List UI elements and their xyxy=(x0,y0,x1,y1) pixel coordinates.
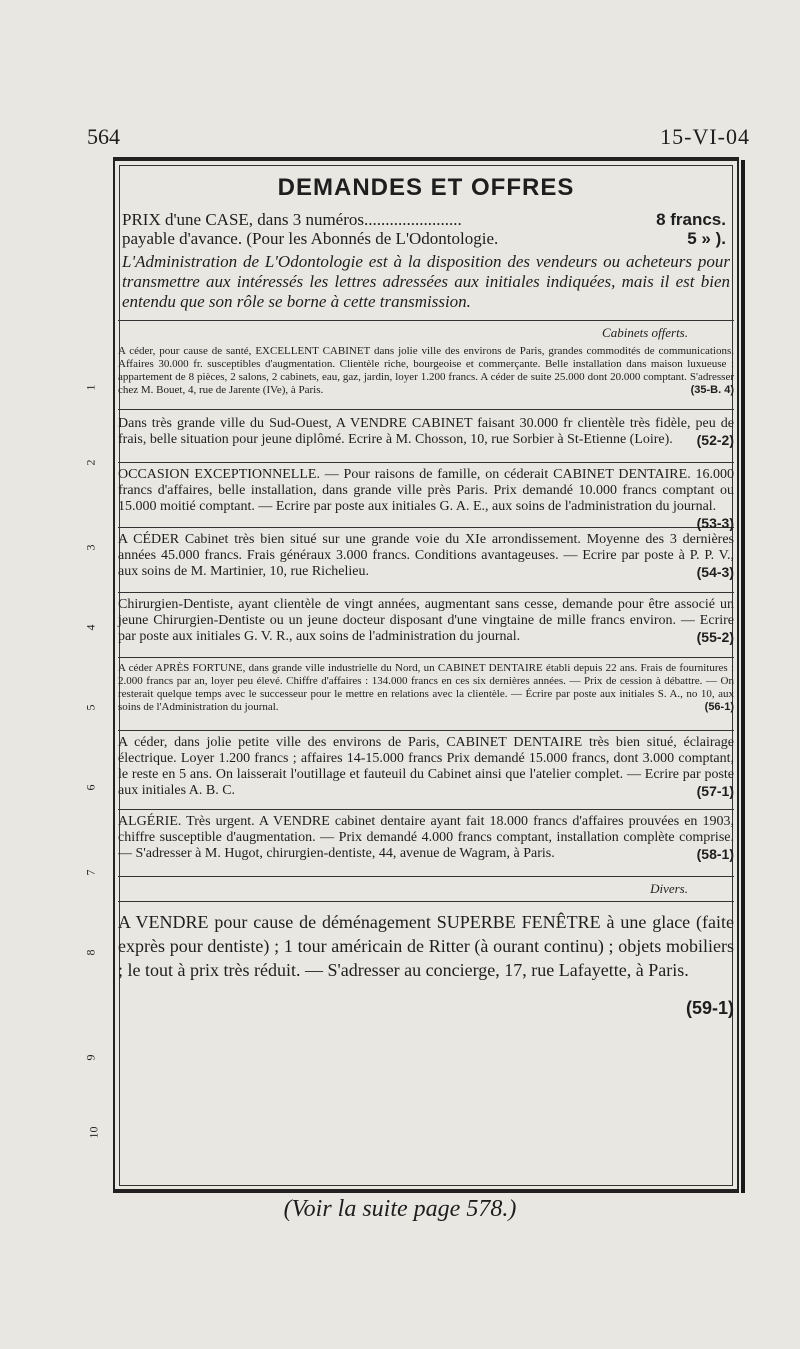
ad-59 xyxy=(118,910,734,1020)
margin-number: 7 xyxy=(83,869,98,876)
ad-54 xyxy=(118,532,734,580)
divider xyxy=(118,527,734,528)
divider xyxy=(118,409,734,410)
ad-text: ALGÉRIE. Très urgent. A VENDRE cabinet dentaire ayant fait 18.000 francs d'affaires prouvées en 1903, chiffre susceptible d'augmentation. — Prix demandé 4.000 francs comptant, installation complète comprise. — S'adresser à M. Hugot, chirurgien-dentiste, 44, avenue de Wagram, à Paris. xyxy=(118,814,734,861)
price-line-1 xyxy=(118,210,734,229)
ads-content xyxy=(118,170,734,1020)
frame-shadow xyxy=(741,160,745,1193)
divider xyxy=(118,592,734,593)
page-date: 15-VI-04 xyxy=(660,124,750,149)
continued-note: (Voir la suite page 578.) xyxy=(283,1196,517,1222)
price-line-2 xyxy=(118,229,734,248)
ad-ref: (52-2) xyxy=(696,432,734,448)
ad-58 xyxy=(118,814,734,862)
ad-35 xyxy=(118,345,734,397)
ad-text: A céder, dans jolie petite ville des environs de Paris, CABINET DENTAIRE très bien situé, éclairage électrique. Loyer 1.200 francs ; affaires 14-15.000 francs Prix demandé 15.000 francs, dont 3.000 comptant, le reste en 5 ans. On laisserait l'outillage et fauteuil du Cabinet ainsi que l'atelier complet. — Ecrire par poste aux initiales A. B. C. xyxy=(118,735,734,798)
ad-ref: (57-1) xyxy=(696,783,734,799)
divider xyxy=(118,809,734,810)
divider xyxy=(118,657,734,658)
ad-57 xyxy=(118,735,734,799)
ad-52 xyxy=(118,416,734,448)
ad-text: A CÉDER Cabinet très bien situé sur une grande voie du XIe arrondissement. Moyenne des 3 dernières années 45.000 francs. Frais généraux 3.000 francs. Conditions avantageuses. — Ecrire par poste à P. P. V., aux soins de M. Martinier, 10, rue Richelieu. xyxy=(118,532,734,579)
ad-text: A céder, pour cause de santé, EXCELLENT CABINET dans jolie ville des environs de Paris, grandes commodités de communications. Affaires 30.000 fr. susceptibles d'augmentation. Clientèle riche, bourgeoise et commerçante. Belle installation dans maison luxueuse : appartement de 8 pièces, 2 salons, 2 cabinets, eau, gaz, jardin, loyer 1.200 francs. A céder de suite 25.000 dont 20.000 comptant. S'adresser chez M. Bouet, 4, rue de Jarente (IVe), à Paris. xyxy=(118,345,734,396)
margin-number: 4 xyxy=(83,624,98,631)
ad-text: Dans très grande ville du Sud-Ouest, A VENDRE CABINET faisant 30.000 fr clientèle très fidèle, peu de frais, belle situation pour jeune diplômé. Ecrire à M. Chosson, 10, rue Sorbier à St-Etienne (Loire). xyxy=(118,416,734,447)
ad-53 xyxy=(118,467,734,531)
margin-number: 8 xyxy=(83,949,98,956)
divider xyxy=(118,730,734,731)
ad-55 xyxy=(118,597,734,645)
ad-ref: (54-3) xyxy=(696,564,734,580)
margin-number: 9 xyxy=(83,1054,98,1061)
ad-ref: (58-1) xyxy=(696,846,734,862)
price-amount: 8 francs. xyxy=(656,210,726,229)
ad-ref: (35-B. 4) xyxy=(690,384,734,396)
ad-text: OCCASION EXCEPTIONNELLE. — Pour raisons de famille, on céderait CABINET DENTAIRE. 16.000 francs d'affaires, belle installation, dans grande ville près Paris. Prix demandé 10.000 francs comptant ou 15.000 moitié comptant. — Ecrire par poste aux initiales G. A. E., aux soins de l'administration du journal. xyxy=(118,467,734,514)
ad-text: A VENDRE pour cause de déménagement SUPERBE FENÊTRE à une glace (faite exprès pour dentiste) ; 1 tour américain de Ritter (à ourant continu) ; objets mobiliers ; le tout à prix très réduit. — S'adresser au concierge, 17, rue Lafayette, à Paris. xyxy=(118,912,734,980)
ad-ref: (56-1) xyxy=(704,701,734,713)
section-offered: Cabinets offerts. xyxy=(602,325,688,340)
margin-number: 10 xyxy=(86,1126,101,1139)
divider xyxy=(118,876,734,877)
ad-text: A céder APRÈS FORTUNE, dans grande ville industrielle du Nord, un CABINET DENTAIRE établi depuis 22 ans. Frais de fournitures : 2.000 francs par an, loyer peu élevé. Chiffre d'affaires : 134.000 francs en ces six dernières années. — Prix de cession à débattre. — On resterait quelque temps avec le successeur pour le mettre en relations avec la clientèle. — Écrire par poste aux initiales S. A., no 10, aux soins de l'Administration du journal. xyxy=(118,662,734,713)
ad-ref: (53-3) xyxy=(696,515,734,531)
margin-number: 2 xyxy=(83,459,98,466)
price-label: PRIX d'une CASE, dans 3 numéros....................... xyxy=(122,210,462,229)
page-number: 564 xyxy=(87,124,120,149)
divider xyxy=(118,901,734,902)
section-misc: Divers. xyxy=(650,881,688,896)
subscriber-label: payable d'avance. (Pour les Abonnés de L'Odontologie. xyxy=(122,229,499,248)
ad-text: Chirurgien-Dentiste, ayant clientèle de vingt années, augmentant sans cesse, demande pour être associé un jeune Chirurgien-Dentiste ou un jeune docteur disposant d'une vingtaine de mille francs environ. — Ecrire par poste aux initiales G. V. R., aux soins de l'administration du journal. xyxy=(118,597,734,644)
subscriber-amount: 5 » ). xyxy=(687,229,726,248)
page-title: DEMANDES ET OFFRES xyxy=(277,174,575,201)
divider xyxy=(118,320,734,321)
margin-number: 1 xyxy=(83,384,98,391)
ad-56 xyxy=(118,662,734,714)
margin-number: 6 xyxy=(83,784,98,791)
ad-ref: (59-1) xyxy=(685,998,734,1018)
margin-number: 5 xyxy=(83,704,98,711)
margin-number: 3 xyxy=(83,544,98,551)
divider xyxy=(118,462,734,463)
ad-ref: (55-2) xyxy=(696,629,734,645)
admin-note: L'Administration de L'Odontologie est à la disposition des vendeurs ou acheteurs pour transmettre aux intéressés les lettres adressées aux initiales indiquées, mais il est bien entendu que son rôle se borne à cette transmission. xyxy=(122,252,730,311)
